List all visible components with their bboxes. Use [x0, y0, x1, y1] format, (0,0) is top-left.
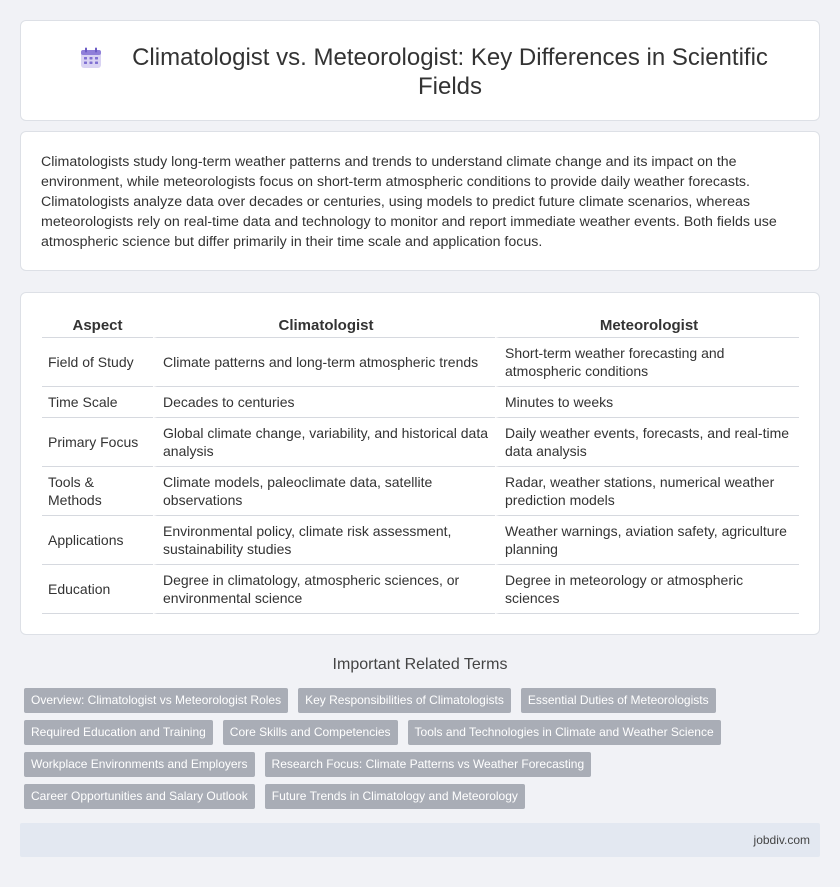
table-header-row: [42, 311, 799, 338]
table-row: [42, 467, 799, 516]
header-aspect: Aspect: [42, 311, 153, 338]
meteorologist-cell: Daily weather events, forecasts, and real-time data analysis: [495, 418, 799, 467]
tag-link[interactable]: Workplace Environments and Employers: [24, 752, 255, 777]
climatologist-cell: Environmental policy, climate risk assessment, sustainability studies: [153, 516, 495, 565]
comparison-table: [42, 311, 799, 614]
climatologist-cell: Global climate change, variability, and historical data analysis: [153, 418, 495, 467]
intro-text: Climatologists study long-term weather patterns and trends to understand climate change and its impact on the environment, while meteorologists focus on short-term atmospheric conditions to provide daily weather forecasts. Climatologists analyze data over decades or centuries, using models to predict future climate scenarios, whereas meteorologists rely on real-time data and technology to monitor and report immediate weather events. Both fields use atmospheric science but differ primarily in their time scale and application focus.: [41, 154, 777, 250]
aspect-cell: Education: [42, 565, 153, 614]
footer-site[interactable]: jobdiv.com: [753, 833, 810, 847]
table-row: [42, 338, 799, 387]
table-row: [42, 565, 799, 614]
tag-link[interactable]: Overview: Climatologist vs Meteorologist Roles: [24, 688, 288, 713]
meteorologist-cell: Minutes to weeks: [495, 387, 799, 418]
aspect-cell: Applications: [42, 516, 153, 565]
climatologist-cell: Climate models, paleoclimate data, satellite observations: [153, 467, 495, 516]
header-climatologist: Climatologist: [153, 311, 495, 338]
related-terms-title: Important Related Terms: [332, 656, 508, 673]
table-row: [42, 387, 799, 418]
tag-link[interactable]: Future Trends in Climatology and Meteorology: [265, 784, 525, 809]
tag-link[interactable]: Essential Duties of Meteorologists: [521, 688, 716, 713]
climatologist-cell: Degree in climatology, atmospheric sciences, or environmental science: [153, 565, 495, 614]
aspect-cell: Field of Study: [42, 338, 153, 387]
header-card: [20, 20, 820, 121]
tag-link[interactable]: Tools and Technologies in Climate and Weather Science: [408, 720, 721, 745]
meteorologist-cell: Radar, weather stations, numerical weather prediction models: [495, 467, 799, 516]
comparison-table-card: [20, 292, 820, 635]
page-title: Climatologist vs. Meteorologist: Key Differences in Scientific Fields: [132, 44, 768, 100]
header-meteorologist: Meteorologist: [495, 311, 799, 338]
footer: [20, 823, 820, 857]
tag-link[interactable]: Core Skills and Competencies: [223, 720, 398, 745]
aspect-cell: Time Scale: [42, 387, 153, 418]
tag-link[interactable]: Required Education and Training: [24, 720, 213, 745]
climatologist-cell: Decades to centuries: [153, 387, 495, 418]
table-row: [42, 516, 799, 565]
climatologist-cell: Climate patterns and long-term atmospheric trends: [153, 338, 495, 387]
meteorologist-cell: Short-term weather forecasting and atmospheric conditions: [495, 338, 799, 387]
aspect-cell: Tools & Methods: [42, 467, 153, 516]
table-row: [42, 418, 799, 467]
tag-link[interactable]: Career Opportunities and Salary Outlook: [24, 784, 255, 809]
aspect-cell: Primary Focus: [42, 418, 153, 467]
meteorologist-cell: Weather warnings, aviation safety, agriculture planning: [495, 516, 799, 565]
intro-card: [20, 131, 820, 271]
tag-link[interactable]: Key Responsibilities of Climatologists: [298, 688, 511, 713]
tag-link[interactable]: Research Focus: Climate Patterns vs Weather Forecasting: [265, 752, 592, 777]
related-terms-tags: [24, 688, 824, 816]
meteorologist-cell: Degree in meteorology or atmospheric sciences: [495, 565, 799, 614]
